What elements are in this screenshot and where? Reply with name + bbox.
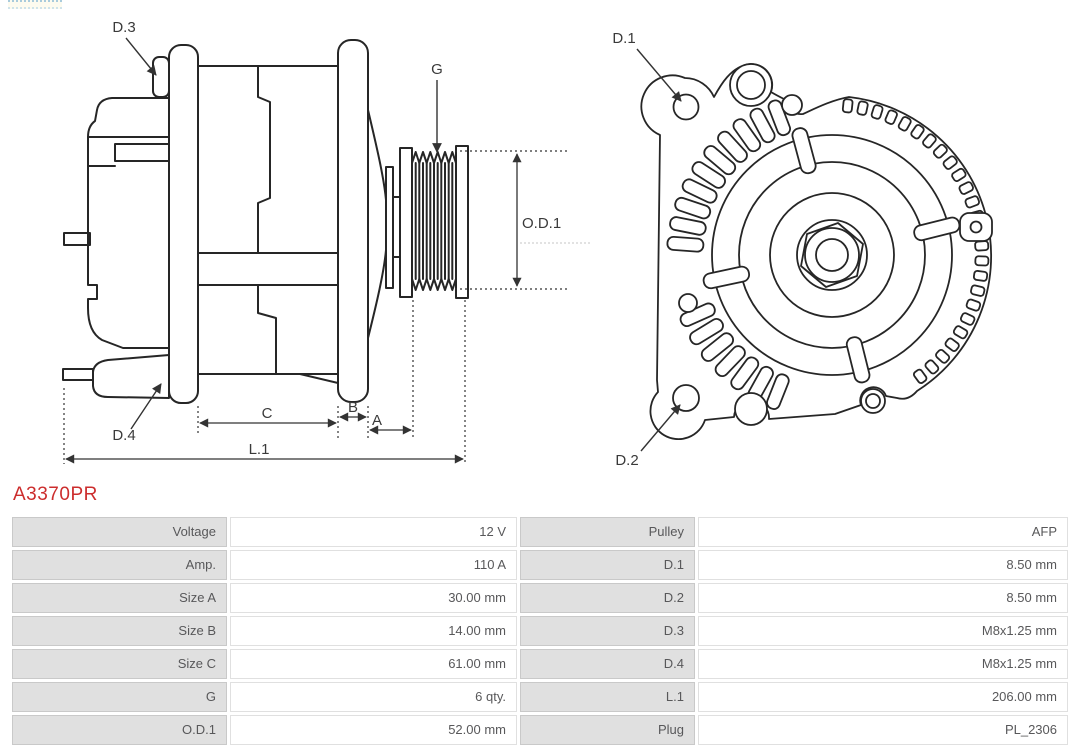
- side-tab-hole: [971, 222, 982, 233]
- pulley-grooves-bottom: [412, 279, 456, 290]
- vent-slot: [667, 236, 704, 252]
- top-hole: [737, 71, 765, 99]
- spec-label: D.2: [520, 583, 695, 613]
- bottom-right-boss: [861, 389, 885, 413]
- bottom-boss-circle: [735, 393, 767, 425]
- rear-housing: [88, 98, 169, 348]
- spec-label: Size B: [12, 616, 227, 646]
- pulley-rear-flange: [400, 148, 412, 297]
- spec-value: PL_2306: [698, 715, 1068, 745]
- pulley-groove-lines: [416, 163, 453, 279]
- front-flange: [338, 40, 368, 402]
- fan-guard-tooth: [975, 256, 988, 266]
- fan-guard-tooth: [970, 285, 985, 297]
- spec-value: 206.00 mm: [698, 682, 1068, 712]
- pulley-front-flange: [456, 146, 468, 298]
- label-c: C: [261, 405, 273, 422]
- spec-value: AFP: [698, 517, 1068, 547]
- label-b: B: [347, 399, 359, 416]
- spec-value: M8x1.25 mm: [698, 649, 1068, 679]
- mount-ear-d3: [153, 57, 169, 97]
- label-d3: D.3: [112, 19, 136, 36]
- spec-label: Amp.: [12, 550, 227, 580]
- spec-label: Size A: [12, 583, 227, 613]
- mid-left-hole: [679, 294, 697, 312]
- spec-value: 8.50 mm: [698, 583, 1068, 613]
- spec-label: Size C: [12, 649, 227, 679]
- side-view: [63, 19, 590, 464]
- terminal-stud-lower: [63, 369, 93, 380]
- label-d4: D.4: [112, 427, 136, 444]
- spec-label: Pulley: [520, 517, 695, 547]
- spec-value: 30.00 mm: [230, 583, 517, 613]
- fan-guard-tooth: [857, 101, 868, 116]
- label-d2: D.2: [615, 452, 639, 469]
- front-bracket: [169, 45, 198, 403]
- spec-label: D.3: [520, 616, 695, 646]
- spec-label: D.4: [520, 649, 695, 679]
- mount-hole-d2: [673, 385, 699, 411]
- spec-value: 110 A: [230, 550, 517, 580]
- leader-d3: [126, 38, 156, 75]
- spec-label: Voltage: [12, 517, 227, 547]
- spec-value: 8.50 mm: [698, 550, 1068, 580]
- second-hole: [782, 95, 802, 115]
- label-g: G: [431, 61, 443, 78]
- spec-label: D.1: [520, 550, 695, 580]
- body-lower: [198, 285, 338, 374]
- spec-value: 6 qty.: [230, 682, 517, 712]
- mount-hole-d1: [674, 95, 699, 120]
- spec-value: 12 V: [230, 517, 517, 547]
- shaft-washer: [386, 167, 393, 288]
- nose-cone: [368, 110, 386, 338]
- spec-value: M8x1.25 mm: [698, 616, 1068, 646]
- label-l1: L.1: [248, 441, 270, 458]
- pulley-grooves-top: [412, 152, 456, 163]
- label-a: A: [371, 412, 383, 429]
- spec-table: [12, 517, 1068, 745]
- spec-value: 14.00 mm: [230, 616, 517, 646]
- fan-guard-tooth: [973, 271, 987, 282]
- spec-value: 52.00 mm: [230, 715, 517, 745]
- terminal-stud-upper: [64, 233, 90, 245]
- part-number: A3370PR: [13, 484, 98, 505]
- pulley: [400, 146, 468, 298]
- shaft-ticks: [393, 197, 400, 257]
- front-view: [612, 30, 992, 469]
- fan-guard-tooth: [843, 99, 853, 113]
- connector-d4: [93, 355, 169, 398]
- spec-label: G: [12, 682, 227, 712]
- fan-guard-tooth: [975, 241, 989, 251]
- label-d1: D.1: [612, 30, 636, 47]
- label-od1: O.D.1: [522, 215, 562, 232]
- spec-value: 61.00 mm: [230, 649, 517, 679]
- spec-label: L.1: [520, 682, 695, 712]
- body-upper: [198, 66, 338, 253]
- spec-label: O.D.1: [12, 715, 227, 745]
- spec-label: Plug: [520, 715, 695, 745]
